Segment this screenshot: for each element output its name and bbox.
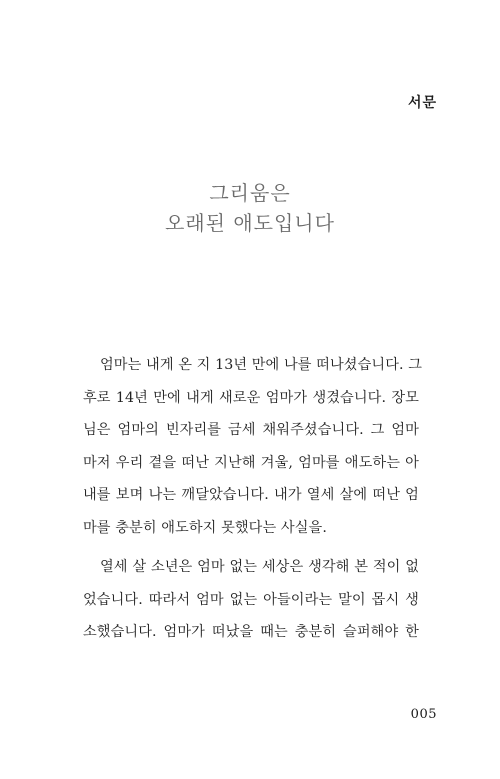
- chapter-title: [0, 178, 500, 238]
- text-line: 마를 충분히 애도하지 못했다는 사실을.: [83, 519, 327, 536]
- text-line: 열세 살 소년은 엄마 없는 세상은 생각해 본 적이 없: [100, 559, 419, 575]
- section-label: 서문: [407, 95, 437, 111]
- page-number: 005: [410, 707, 437, 722]
- text-line: 내를 보며 나는 깨달았습니다. 내가 열세 살에 떠난 엄: [83, 487, 419, 503]
- chapter-title-line-1: 그리움은: [209, 181, 291, 205]
- text-line: 마저 우리 곁을 떠난 지난해 겨울, 엄마를 애도하는 아: [83, 454, 419, 471]
- chapter-title-line-2: 오래된 애도입니다: [165, 211, 335, 235]
- text-line: 소했습니다. 엄마가 떠났을 때는 충분히 슬퍼해야 한: [83, 624, 419, 640]
- text-line: 엄마는 내게 온 지 13년 만에 나를 떠나셨습니다. 그: [100, 357, 423, 373]
- text-line: 님은 엄마의 빈자리를 금세 채워주셨습니다. 그 엄마: [83, 422, 419, 438]
- text-line: 었습니다. 따라서 엄마 없는 아들이라는 말이 몹시 생: [83, 591, 419, 608]
- text-line: 후로 14년 만에 내게 새로운 엄마가 생겼습니다. 장모: [83, 389, 419, 406]
- body-paragraph-2: [83, 551, 419, 649]
- body-paragraph-1: [83, 349, 423, 544]
